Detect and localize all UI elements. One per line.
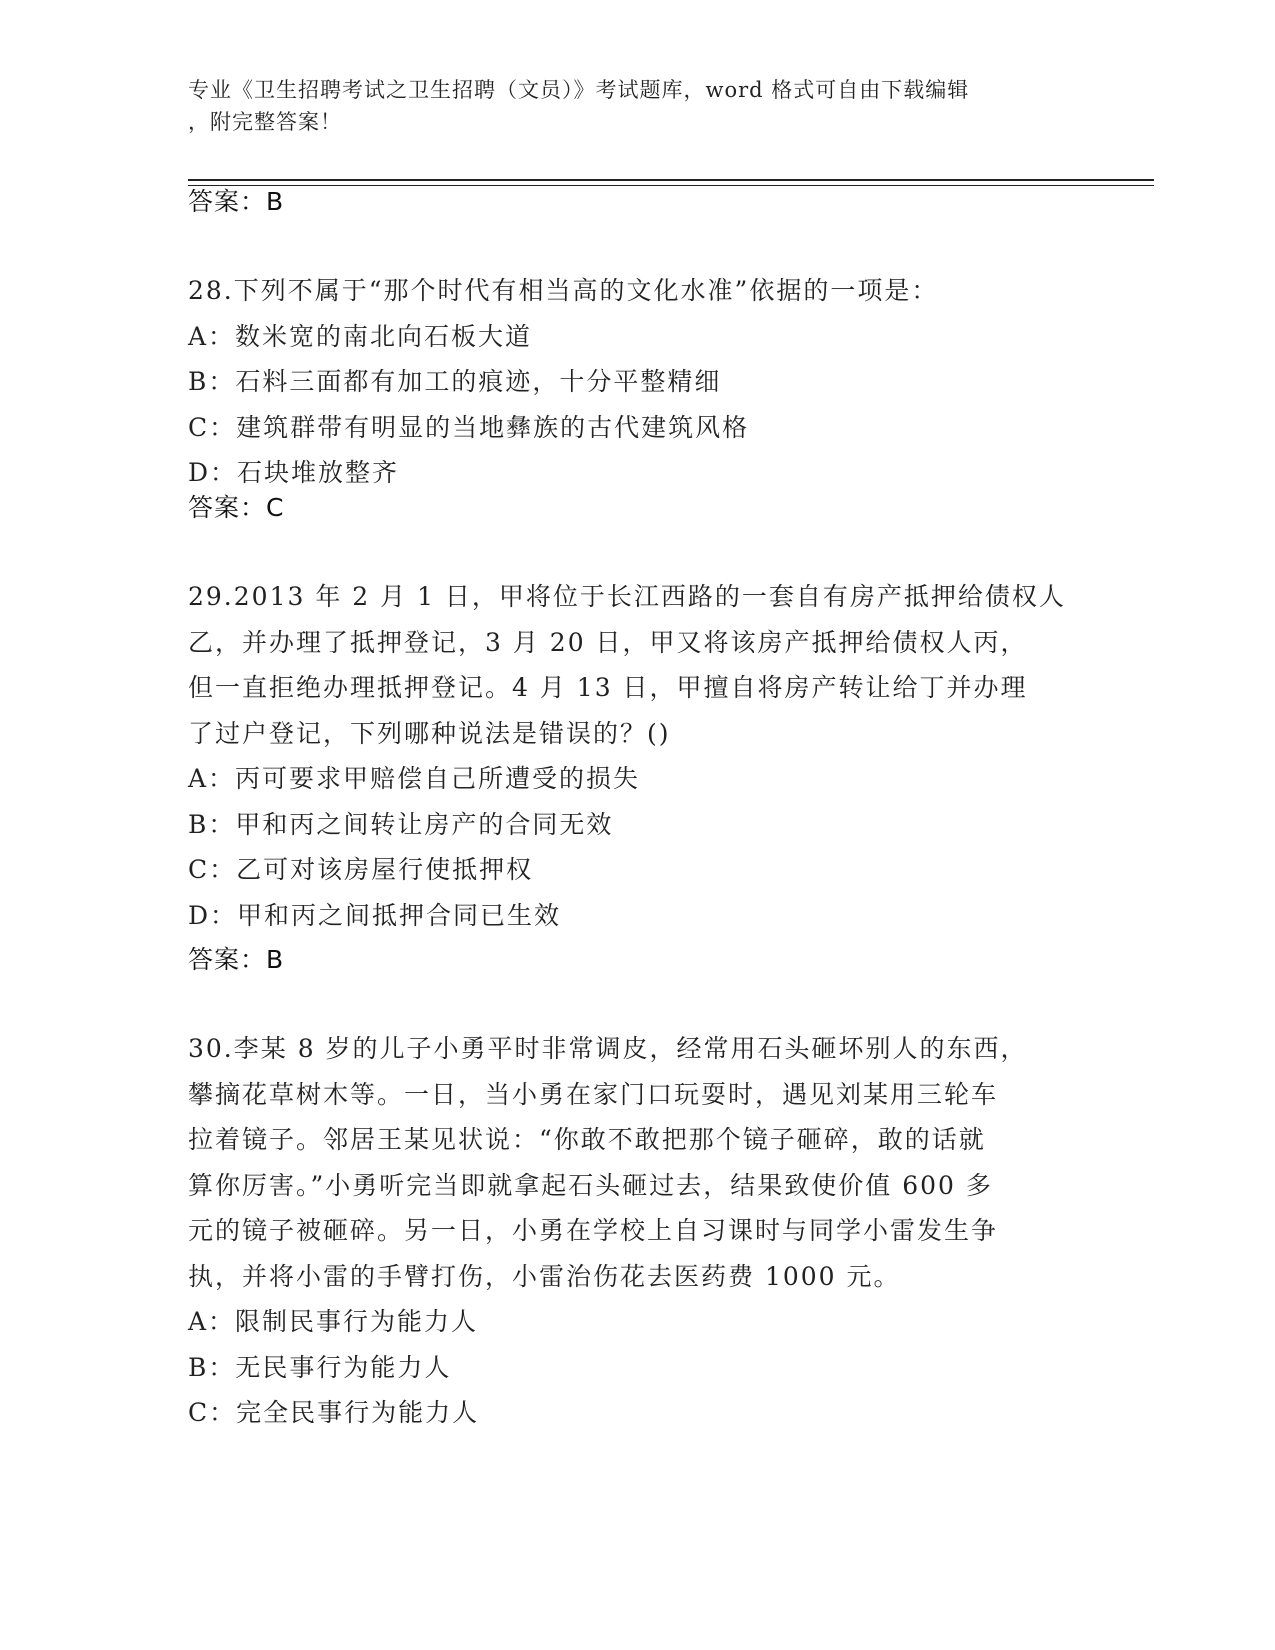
header-line-2: ，附完整答案！ — [188, 110, 342, 134]
question-30-stem-line: 执，并将小雷的手臂打伤，小雷治伤花去医药费 1000 元。 — [188, 1261, 901, 1291]
question-30-stem-line: 30.李某 8 岁的儿子小勇平时非常调皮，经常用石头砸坏别人的东西， — [188, 1034, 1028, 1063]
question-29-option-c: C：乙可对该房屋行使抵押权 — [188, 855, 534, 884]
question-29-stem-line: 但一直拒绝办理抵押登记。4 月 13 日，甲擅自将房产转让给丁并办理 — [188, 673, 1028, 702]
header-divider-thick — [188, 179, 1154, 181]
document-header — [188, 74, 1088, 138]
header-line-1: 专业《卫生招聘考试之卫生招聘（文员）》考试题库，word 格式可自由下载编辑 — [188, 78, 970, 102]
question-29-option-b: B：甲和丙之间转让房产的合同无效 — [188, 809, 614, 839]
question-28-option-a: A：数米宽的南北向石板大道 — [188, 321, 533, 351]
question-29-option-a: A：丙可要求甲赔偿自己所遭受的损失 — [188, 764, 641, 793]
question-30-option-a: A：限制民事行为能力人 — [188, 1307, 479, 1336]
answer-q27: 答案：B — [188, 187, 285, 216]
question-28-option-d: D：石块堆放整齐 — [188, 458, 400, 487]
answer-q29: 答案：B — [188, 945, 285, 974]
answer-q28: 答案：C — [188, 493, 285, 522]
question-30 — [188, 1026, 1088, 1436]
question-29 — [188, 574, 1088, 938]
question-28-option-b: B：石料三面都有加工的痕迹，十分平整精细 — [188, 367, 722, 396]
question-30-stem-line: 算你厉害。”小勇听完当即就拿起石头砸过去，结果致使价值 600 多 — [188, 1170, 993, 1200]
question-30-stem-line: 攀摘花草树木等。一日，当小勇在家门口玩耍时，遇见刘某用三轮车 — [188, 1079, 999, 1109]
question-29-option-d: D：甲和丙之间抵押合同已生效 — [188, 900, 562, 930]
question-28-stem: 28.下列不属于“那个时代有相当高的文化水准”依据的一项是： — [188, 276, 939, 305]
question-30-stem-line: 元的镜子被砸碎。另一日，小勇在学校上自习课时与同学小雷发生争 — [188, 1216, 999, 1245]
header-divider-thin — [188, 185, 1154, 186]
question-29-stem-line: 了过户登记，下列哪种说法是错误的？() — [188, 718, 671, 748]
question-28 — [188, 268, 1088, 496]
question-29-stem-line: 29.2013 年 2 月 1 日，甲将位于长江西路的一套自有房产抵押给债权人 — [188, 582, 1066, 611]
question-30-stem-line: 拉着镜子。邻居王某见状说：“你敢不敢把那个镜子砸碎，敢的话就 — [188, 1125, 986, 1154]
question-29-stem-line: 乙，并办理了抵押登记，3 月 20 日，甲又将该房产抵押给债权人丙， — [188, 627, 1028, 657]
question-28-option-c: C：建筑群带有明显的当地彝族的古代建筑风格 — [188, 412, 750, 442]
question-30-option-c: C：完全民事行为能力人 — [188, 1398, 480, 1427]
question-30-option-b: B：无民事行为能力人 — [188, 1352, 452, 1382]
